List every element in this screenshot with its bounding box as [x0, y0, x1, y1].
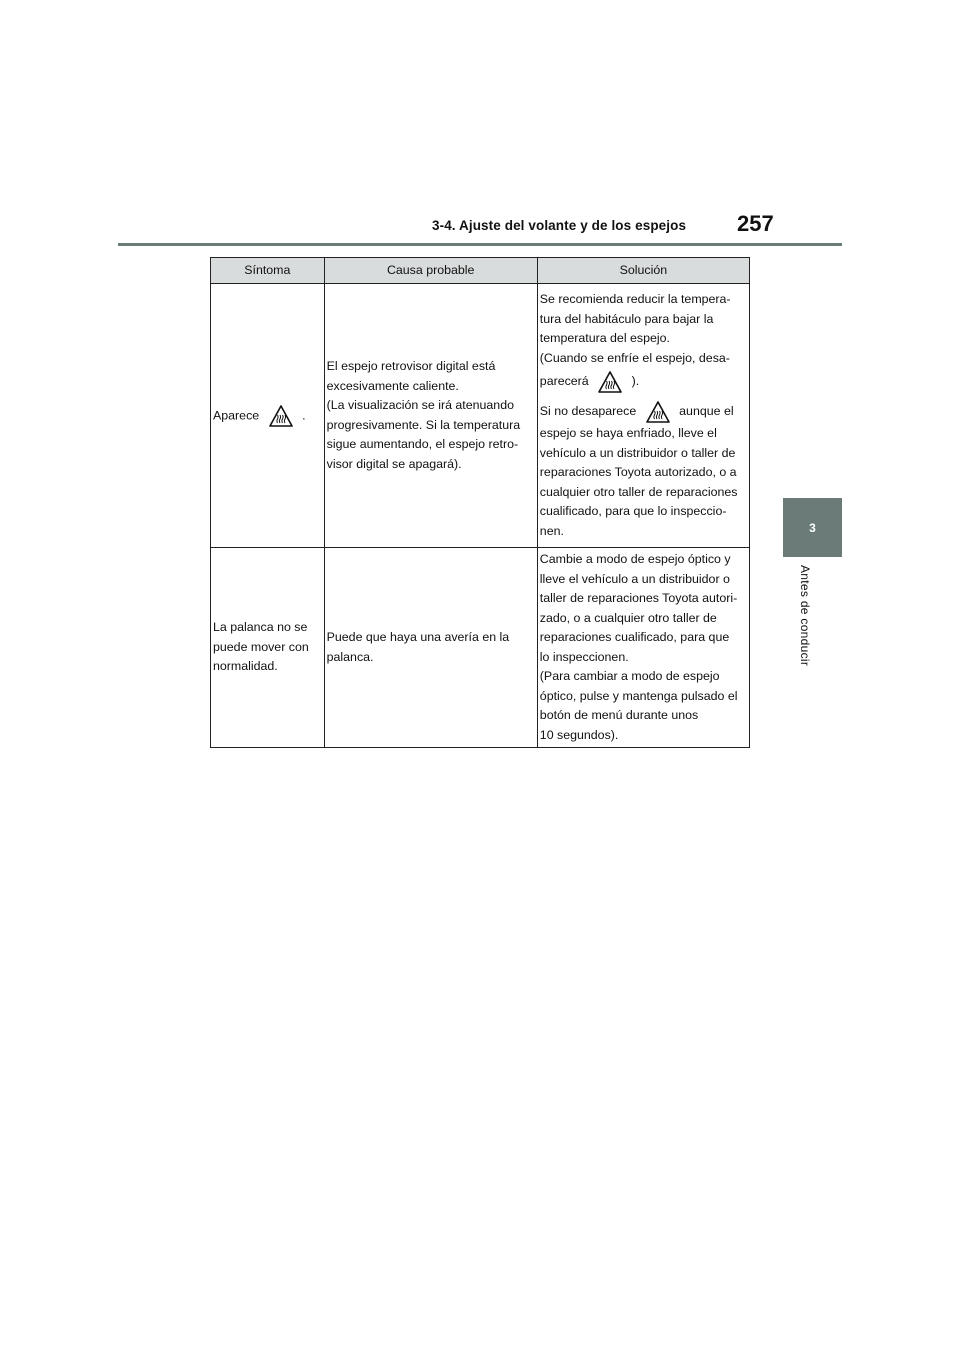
chapter-tab	[783, 498, 842, 557]
solution-line: vehículo a un distribuidor o taller de	[539, 445, 736, 460]
solution-line: espejo se haya enfriado, lleve el	[539, 426, 717, 440]
solution-line: taller de reparaciones Toyota autori-	[539, 591, 738, 605]
table-header-row	[211, 258, 750, 284]
cause-line: progresivamente. Si la temperatura	[326, 417, 521, 432]
section-title: 3-4. Ajuste del volante y de los espejos	[432, 218, 687, 233]
solution-line: tura del habitáculo para bajar la	[539, 311, 714, 326]
column-header-solution: Solución	[537, 258, 749, 284]
solution-line: zado, o a cualquier otro taller de	[539, 610, 717, 625]
column-header-cause: Causa probable	[324, 258, 537, 284]
solution-cell	[537, 548, 749, 748]
solution-line: nen.	[539, 523, 564, 538]
solution-line: temperatura del espejo.	[539, 331, 670, 345]
solution-line: (Cuando se enfríe el espejo, desa-	[539, 350, 730, 365]
symptom-cell	[211, 284, 325, 548]
header-divider	[118, 243, 842, 246]
cause-line: visor digital se apagará).	[326, 456, 462, 471]
symptom-text-end: .	[302, 407, 306, 422]
chapter-number: 3	[809, 520, 816, 535]
solution-line: 10 segundos).	[539, 727, 619, 742]
solution-text: parecerá	[539, 374, 589, 388]
solution-text: Si no desaparece	[539, 404, 637, 418]
solution-line: reparaciones cualificado, para que	[539, 630, 730, 644]
cause-line: excesivamente caliente.	[326, 378, 459, 393]
solution-line: botón de menú durante unos	[539, 708, 699, 722]
hot-mirror-warning-icon	[598, 371, 622, 393]
page-number: 257	[737, 211, 774, 236]
solution-line: (Para cambiar a modo de espejo	[539, 669, 720, 683]
symptom-line	[213, 405, 322, 427]
cause-line: (La visualización se irá atenuando	[326, 398, 514, 412]
solution-cell	[537, 284, 749, 548]
symptom-text: Aparece	[213, 407, 260, 422]
solution-paragraph	[540, 398, 747, 541]
cause-line: palanca.	[326, 649, 374, 664]
chapter-label: Antes de conducir	[798, 565, 812, 667]
hot-mirror-warning-icon	[646, 401, 670, 423]
solution-text: aunque el	[679, 404, 734, 418]
solution-line: lleve el vehículo a un distribuidor o	[539, 571, 730, 586]
solution-line: cualificado, para que lo inspeccio-	[539, 504, 727, 518]
table-row	[211, 548, 750, 748]
cause-cell	[324, 284, 537, 548]
cause-line: El espejo retrovisor digital está	[326, 359, 496, 373]
troubleshooting-table	[210, 257, 750, 748]
table-row	[211, 284, 750, 548]
solution-line: reparaciones Toyota autorizado, o a	[539, 465, 737, 479]
solution-line: lo inspeccionen.	[539, 649, 629, 664]
symptom-line: La palanca no se	[213, 620, 308, 635]
solution-text: ).	[631, 374, 640, 388]
symptom-line: puede mover con	[213, 639, 309, 654]
cause-cell	[324, 548, 537, 748]
solution-line-with-icon	[540, 398, 747, 424]
solution-paragraph	[540, 290, 747, 394]
hot-mirror-warning-icon	[269, 405, 293, 427]
symptom-cell	[211, 548, 325, 748]
solution-line-with-icon	[540, 368, 747, 394]
cause-line: Puede que haya una avería en la	[326, 630, 510, 644]
cause-line: sigue aumentando, el espejo retro-	[326, 437, 519, 451]
solution-line: Cambie a modo de espejo óptico y	[539, 552, 731, 566]
solution-line: cualquier otro taller de reparaciones	[539, 484, 738, 499]
column-header-symptom: Síntoma	[211, 258, 325, 284]
symptom-line: normalidad.	[213, 659, 278, 674]
solution-line: óptico, pulse y mantenga pulsado el	[539, 688, 738, 703]
solution-line: Se recomienda reducir la tempera-	[539, 292, 731, 306]
